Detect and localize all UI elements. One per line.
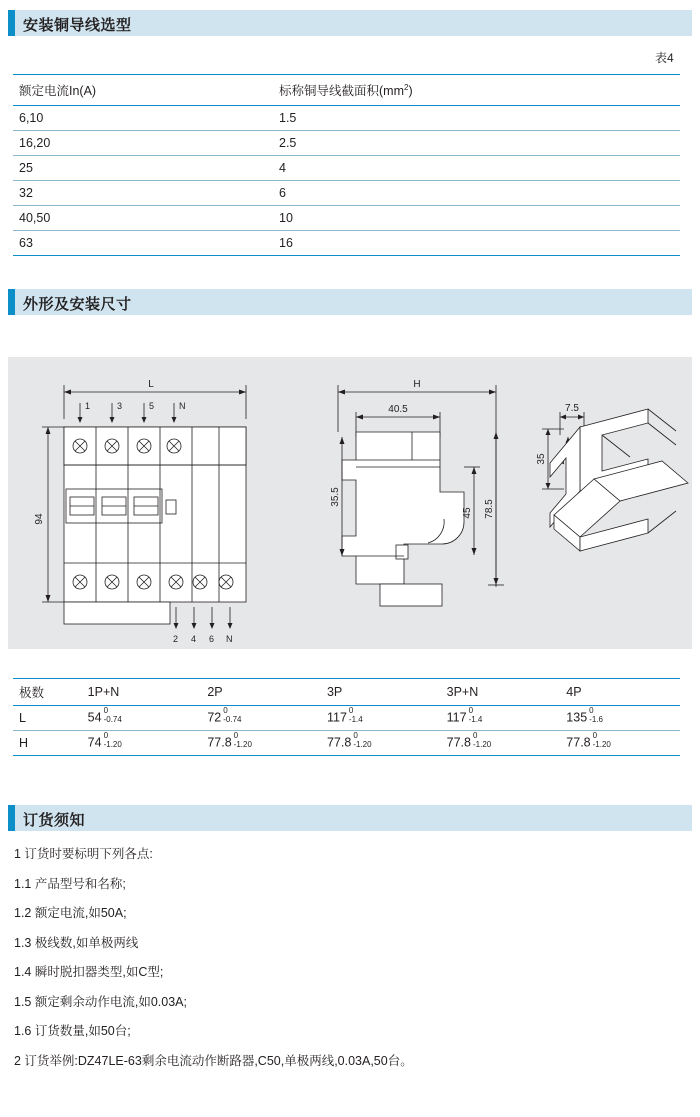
section-title-dimensions: 外形及安装尺寸 [23,296,132,313]
column-header-3p: 3P [321,679,441,706]
svg-text:3: 3 [117,401,123,411]
cell-current: 63 [13,231,273,256]
note-line: 1 订货时要标明下列各点: [14,847,153,861]
cell-H-1pn [82,731,202,756]
table-row [13,706,680,731]
column-header-section-pre: 标称铜导线截面积(mm [279,84,404,98]
note-line: 1.5 额定剩余动作电流,如0.03A; [14,994,187,1009]
pole-dimensions-body [13,706,680,756]
cell-L-4p [560,706,680,731]
tolerance: 0 -0.74 [103,706,122,724]
section-title-wire-selection: 安装铜导线选型 [23,17,132,34]
column-header-3pn: 3P+N [441,679,561,706]
cell-section: 2.5 [273,131,680,156]
cell-L-2p [201,706,321,731]
cell-section: 4 [273,156,680,181]
svg-text:6: 6 [209,634,215,644]
dim-label-40-5: 40.5 [388,404,408,415]
table-header-row [13,679,680,706]
table-row [13,181,680,206]
column-header-poles: 极数 [13,679,82,706]
cell-L-3pn [441,706,561,731]
svg-text:4: 4 [191,634,197,644]
cell-current: 32 [13,181,273,206]
section-header-ordering [8,805,692,831]
cell-section: 10 [273,206,680,231]
cell-H-2p [201,731,321,756]
column-header-section-sup: 2 [404,82,409,92]
table4-caption: 表4 [655,51,674,65]
table-row [13,206,680,231]
cell-current: 6,10 [13,106,273,131]
value: 135 [566,710,588,725]
tolerance: 0 -1.20 [353,731,372,749]
value: 77.8 [446,735,471,750]
tolerance: 0 -1.20 [103,731,122,749]
dim-label-H: H [413,379,421,390]
dim-label-35-5: 35.5 [330,487,341,507]
cell-H-3pn [441,731,561,756]
dim-label-7-5: 7.5 [565,403,579,414]
table-row [13,106,680,131]
cell-H-3p [321,731,441,756]
dimension-drawing [8,357,692,649]
column-header-2p: 2P [201,679,321,706]
section-header-dimensions [8,289,692,315]
table-header-row [13,75,680,106]
value: 74 [87,735,102,750]
cell-current: 16,20 [13,131,273,156]
svg-text:2: 2 [173,634,179,644]
value: 72 [207,710,222,725]
tolerance: 0 -1.6 [589,706,603,724]
note-line: 1.2 额定电流,如50A; [14,906,127,920]
tolerance: 0 -0.74 [223,706,242,724]
value: 117 [326,710,347,725]
column-header-section [273,75,680,106]
table-row [13,731,680,756]
table-row [13,131,680,156]
section-title-ordering: 订货须知 [23,812,86,829]
cell-L-3p [321,706,441,731]
column-header-current: 额定电流In(A) [13,75,273,106]
value: 77.8 [326,735,352,750]
note-line: 1.1 产品型号和名称; [14,876,126,891]
cell-H-4p [560,731,680,756]
dim-label-35: 35 [536,453,547,465]
value: 54 [87,710,102,725]
row-header-L: L [13,706,82,731]
cell-section: 1.5 [273,106,680,131]
wire-selection-table-body [13,106,680,256]
value: 77.8 [566,735,591,750]
wire-selection-table [13,74,680,256]
cell-section: 16 [273,231,680,256]
ordering-notes [14,848,684,1084]
tolerance: 0 -1.20 [233,731,252,749]
cell-L-1pn [82,706,202,731]
table-row [13,231,680,256]
dim-label-45: 45 [462,507,473,519]
note-line: 1.6 订货数量,如50台; [14,1024,131,1038]
cell-current: 25 [13,156,273,181]
dim-label-94: 94 [34,513,45,525]
note-line: 2 订货举例:DZ47LE-63剩余电流动作断路器,C50,单极两线,0.03A,50台。 [14,1053,413,1068]
note-line: 1.3 极线数,如单极两线 [14,935,139,950]
tolerance: 0 -1.20 [472,731,492,749]
svg-text:1: 1 [85,401,91,411]
section-header-wire-selection [8,10,692,36]
column-header-1pn: 1P+N [82,679,202,706]
tolerance: 0 -1.4 [348,706,363,724]
column-header-section-post: ) [408,84,413,98]
tolerance: 0 -1.20 [592,731,611,749]
svg-text:N: N [226,634,233,644]
row-header-H: H [13,731,82,756]
dim-label-L: L [148,379,154,390]
dim-label-78-5: 78.5 [484,499,495,519]
value: 117 [446,710,467,725]
dimension-drawing-panel [8,357,692,649]
value: 77.8 [207,735,232,750]
note-line: 1.4 瞬时脱扣器类型,如C型; [14,965,164,979]
table-row [13,156,680,181]
cell-current: 40,50 [13,206,273,231]
pole-dimensions-table [13,678,680,756]
tolerance: 0 -1.4 [468,706,483,724]
cell-section: 6 [273,181,680,206]
svg-text:5: 5 [149,401,155,411]
svg-text:N: N [179,401,186,411]
column-header-4p: 4P [560,679,680,706]
